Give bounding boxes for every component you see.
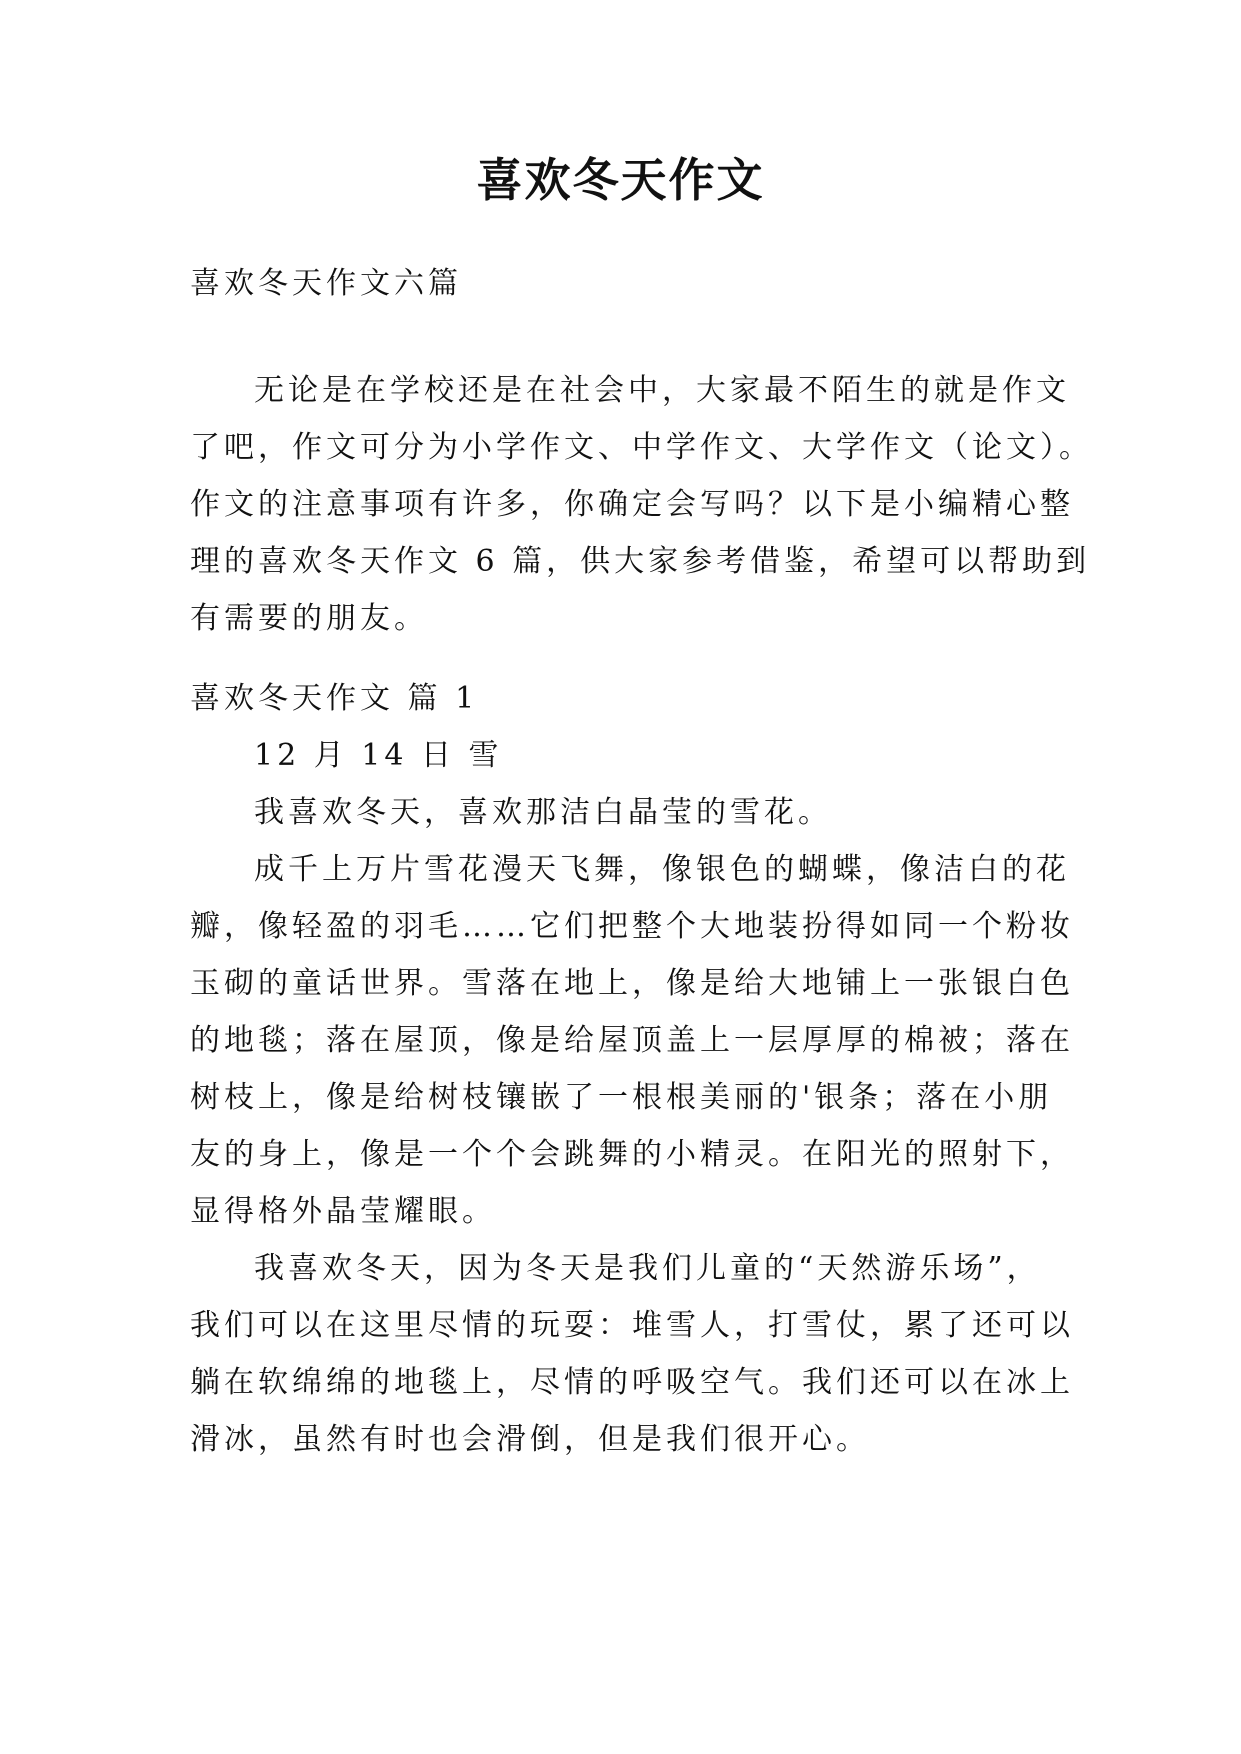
section1-paragraph-2 (190, 841, 1074, 1240)
section-heading: 喜欢冬天作文 篇 1 (190, 681, 479, 716)
paragraph-line: 我喜欢冬天，喜欢那洁白晶莹的雪花。 (254, 795, 832, 830)
section1-paragraph-3 (190, 1240, 1074, 1468)
paragraph-line: 玉砌的童话世界。雪落在地上，像是给大地铺上一张银白色 (190, 966, 1074, 1001)
paragraph-line: 友的身上，像是一个个会跳舞的小精灵。在阳光的照射下， (190, 1137, 1074, 1172)
diary-date-line: 12 月 14 日 雪 (254, 738, 503, 773)
paragraph-line: 我喜欢冬天，因为冬天是我们儿童的“天然游乐场”， (254, 1251, 1041, 1286)
paragraph-line: 我们可以在这里尽情的玩耍：堆雪人，打雪仗，累了还可以 (190, 1308, 1074, 1343)
intro-line: 理的喜欢冬天作文 6 篇，供大家参考借鉴，希望可以帮助到 (190, 544, 1091, 579)
paragraph-line: 显得格外晶莹耀眼。 (190, 1194, 496, 1229)
paragraph-line: 成千上万片雪花漫天飞舞，像银色的蝴蝶，像洁白的花 (254, 852, 1070, 887)
paragraph-line: 躺在软绵绵的地毯上，尽情的呼吸空气。我们还可以在冰上 (190, 1365, 1074, 1400)
document-title: 喜欢冬天作文 (476, 153, 765, 207)
paragraph-line: 滑冰，虽然有时也会滑倒，但是我们很开心。 (190, 1422, 870, 1457)
intro-paragraph (190, 362, 1093, 647)
paragraph-line: 树枝上，像是给树枝镶嵌了一根根美丽的'银条；落在小朋 (190, 1080, 1053, 1115)
intro-line: 作文的注意事项有许多，你确定会写吗？以下是小编精心整 (190, 487, 1074, 522)
intro-line: 了吧，作文可分为小学作文、中学作文、大学作文（论文）。 (190, 430, 1093, 465)
paragraph-line: 的地毯；落在屋顶，像是给屋顶盖上一层厚厚的棉被；落在 (190, 1023, 1074, 1058)
document-subtitle: 喜欢冬天作文六篇 (190, 266, 462, 301)
intro-line: 无论是在学校还是在社会中，大家最不陌生的就是作文 (254, 373, 1070, 408)
section1-paragraph-1 (190, 784, 1070, 841)
paragraph-line: 瓣，像轻盈的羽毛……它们把整个大地装扮得如同一个粉妆 (190, 909, 1074, 944)
intro-line: 有需要的朋友。 (190, 601, 428, 636)
